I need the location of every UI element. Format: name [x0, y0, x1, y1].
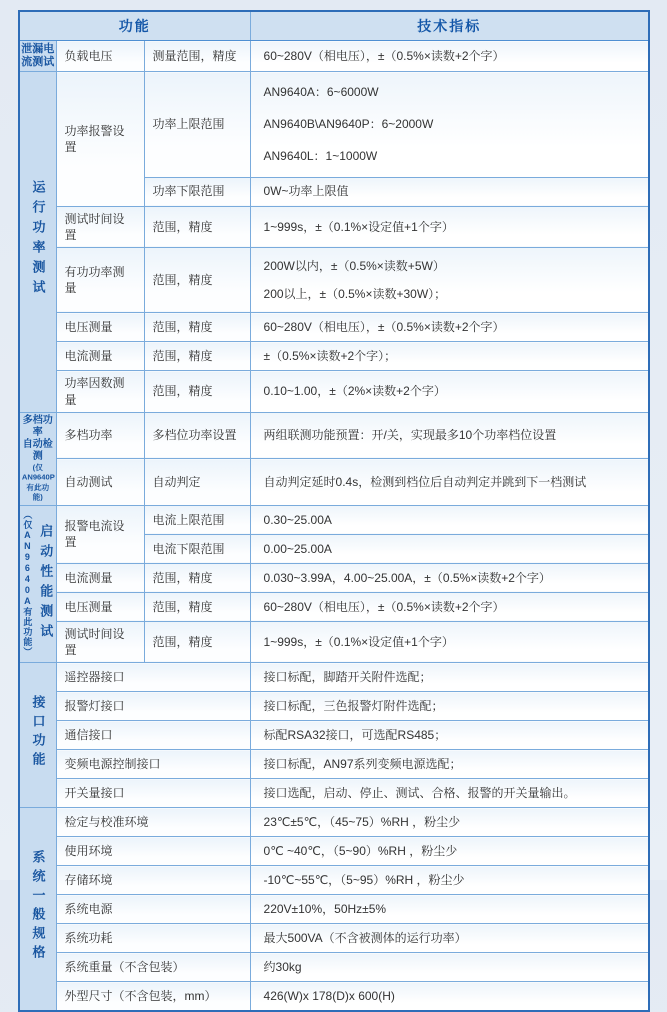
- row-storage-env: [19, 866, 649, 895]
- value-cell: 约30kg: [250, 953, 649, 982]
- func-cell: 通信接口: [56, 721, 250, 750]
- value-cell: 自动判定延时0.4s，检测到档位后自动判定并跳到下一档测试: [250, 459, 649, 506]
- sub-cell: 测量范围，精度: [144, 41, 250, 72]
- value-cell: ±（0.5%×读数+2个字）；: [250, 342, 649, 371]
- value-cell: 200W以内，±（0.5%×读数+5W） 200以上，±（0.5%×读数+30W）；: [250, 247, 649, 312]
- value-cell: 接口标配，脚踏开关附件选配；: [250, 663, 649, 692]
- func-cell: 测试时间设置: [56, 206, 144, 247]
- func-cell: 系统重量（不含包装）: [56, 953, 250, 982]
- func-cell: 电压测量: [56, 592, 144, 621]
- sub-cell: 功率上限范围: [144, 72, 250, 178]
- func-cell: 开关量接口: [56, 779, 250, 808]
- row-active-power: [19, 247, 649, 312]
- row-su-current: [19, 563, 649, 592]
- func-cell: 系统功耗: [56, 924, 250, 953]
- row-current-upper: [19, 505, 649, 534]
- row-remote: [19, 663, 649, 692]
- value-cell: 220V±10%，50Hz±5%: [250, 895, 649, 924]
- func-cell: 电流测量: [56, 342, 144, 371]
- sub-cell: 范围，精度: [144, 342, 250, 371]
- sub-cell: 范围，精度: [144, 621, 250, 662]
- sub-cell: 电流上限范围: [144, 505, 250, 534]
- sub-cell: 功率下限范围: [144, 177, 250, 206]
- func-cell: 测试时间设置: [56, 621, 144, 662]
- table-header-row: [19, 11, 649, 41]
- section-running-label: 运行功率测试: [19, 72, 56, 413]
- value-cell: 0W~功率上限值: [250, 177, 649, 206]
- value-cell: 0.00~25.00A: [250, 534, 649, 563]
- value-cell: 0.10~1.00，±（2%×读数+2个字）: [250, 371, 649, 412]
- row-current-meas: [19, 342, 649, 371]
- func-cell: 电压测量: [56, 313, 144, 342]
- value-cell: 60~280V（相电压），±（0.5%×读数+2个字）: [250, 313, 649, 342]
- value-cell: 0.30~25.00A: [250, 505, 649, 534]
- value-cell: 两组联测功能预置：开/关，实现最多10个功率档位设置: [250, 412, 649, 459]
- section-multi-label: 多档功率 自动检测 (仅AN9640P 有此功能): [19, 412, 56, 505]
- row-use-env: [19, 837, 649, 866]
- func-cell: 变频电源控制接口: [56, 750, 250, 779]
- func-cell: 自动测试: [56, 459, 144, 506]
- sub-cell: 范围，精度: [144, 247, 250, 312]
- func-cell: 报警灯接口: [56, 692, 250, 721]
- value-cell: 标配RSA32接口，可选配RS485；: [250, 721, 649, 750]
- spec-table: [18, 10, 650, 1012]
- sub-cell: 范围，精度: [144, 206, 250, 247]
- header-spec: 技术指标: [250, 11, 649, 41]
- header-function: 功能: [19, 11, 250, 41]
- value-cell: 426(W)x 178(D)x 600(H): [250, 982, 649, 1011]
- row-sys-weight: [19, 953, 649, 982]
- func-cell: 使用环境: [56, 837, 250, 866]
- value-cell: 接口标配，三色报警灯附件选配；: [250, 692, 649, 721]
- row-dimensions: [19, 982, 649, 1011]
- sub-cell: 范围，精度: [144, 371, 250, 412]
- value-cell: 0℃ ~40℃，（5~90）%RH ，粉尘少: [250, 837, 649, 866]
- row-su-voltage: [19, 592, 649, 621]
- func-cell: 存储环境: [56, 866, 250, 895]
- value-cell: 23℃±5℃，（45~75）%RH ，粉尘少: [250, 808, 649, 837]
- section-startup-label: （仅AN9640A有此功能） 启动性能测试: [19, 505, 56, 662]
- row-vfd-ctrl: [19, 750, 649, 779]
- section-interface-label: 接口功能: [19, 663, 56, 808]
- sub-cell: 范围，精度: [144, 563, 250, 592]
- value-cell: 0.030~3.99A，4.00~25.00A，±（0.5%×读数+2个字）: [250, 563, 649, 592]
- value-cell: 接口选配，启动、停止、测试、合格、报警的开关量输出。: [250, 779, 649, 808]
- func-cell: 负载电压: [56, 41, 144, 72]
- row-calib-env: [19, 808, 649, 837]
- row-switch-io: [19, 779, 649, 808]
- func-cell: 检定与校准环境: [56, 808, 250, 837]
- sub-cell: 电流下限范围: [144, 534, 250, 563]
- func-cell: 有功功率测量: [56, 247, 144, 312]
- func-cell: 功率因数测量: [56, 371, 144, 412]
- row-auto-test: [19, 459, 649, 506]
- row-pf-meas: [19, 371, 649, 412]
- func-cell: 电流测量: [56, 563, 144, 592]
- value-cell: -10℃~55℃，（5~95）%RH ，粉尘少: [250, 866, 649, 895]
- row-su-time: [19, 621, 649, 662]
- row-test-time: [19, 206, 649, 247]
- func-cell: 报警电流设置: [56, 505, 144, 563]
- value-cell: 接口标配，AN97系列变频电源选配；: [250, 750, 649, 779]
- value-cell: 60~280V（相电压），±（0.5%×读数+2个字）: [250, 592, 649, 621]
- row-comm: [19, 721, 649, 750]
- sub-cell: 范围，精度: [144, 313, 250, 342]
- row-power-upper: [19, 72, 649, 178]
- row-alarm-lamp: [19, 692, 649, 721]
- value-cell: AN9640A：6~6000W AN9640B\AN9640P：6~2000W AN9640L：1~1000W: [250, 72, 649, 178]
- func-cell: 功率报警设置: [56, 72, 144, 207]
- func-cell: 系统电源: [56, 895, 250, 924]
- row-sys-consume: [19, 924, 649, 953]
- func-cell: 多档功率: [56, 412, 144, 459]
- section-leakage-label: 泄漏电 流测试: [19, 41, 56, 72]
- section-system-label: 系统一般规格: [19, 808, 56, 1011]
- value-cell: 60~280V（相电压），±（0.5%×读数+2个字）: [250, 41, 649, 72]
- row-multi-power: [19, 412, 649, 459]
- value-cell: 1~999s，±（0.1%×设定值+1个字）: [250, 621, 649, 662]
- sub-cell: 范围，精度: [144, 592, 250, 621]
- value-cell: 1~999s，±（0.1%×设定值+1个字）: [250, 206, 649, 247]
- func-cell: 外型尺寸（不含包装，mm）: [56, 982, 250, 1011]
- row-sys-power: [19, 895, 649, 924]
- row-load-voltage: [19, 41, 649, 72]
- func-cell: 遥控器接口: [56, 663, 250, 692]
- row-voltage-meas: [19, 313, 649, 342]
- value-cell: 最大500VA（不含被测体的运行功率）: [250, 924, 649, 953]
- sub-cell: 自动判定: [144, 459, 250, 506]
- sub-cell: 多档位功率设置: [144, 412, 250, 459]
